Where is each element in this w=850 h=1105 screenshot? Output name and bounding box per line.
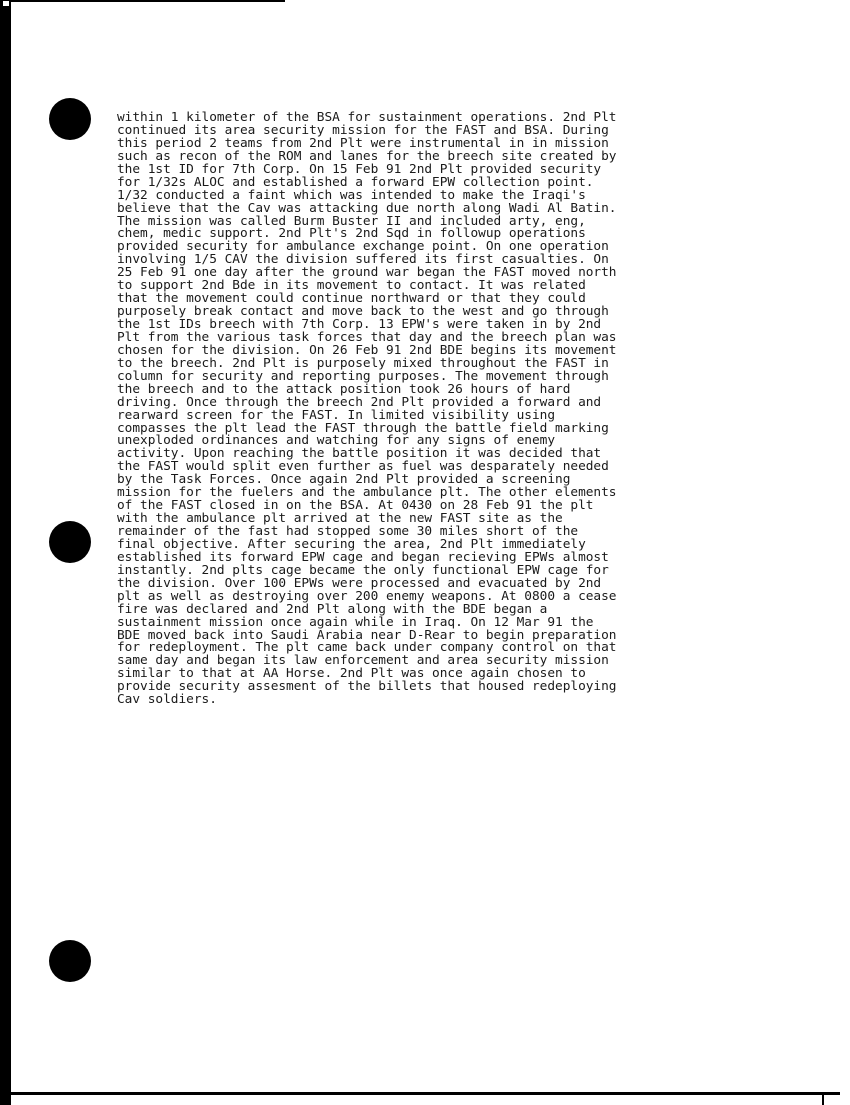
text-line: believe that the Cav was attacking due north along Wadi Al Batin.	[117, 200, 617, 216]
text-line: fire was declared and 2nd Plt along with the BDE began a	[117, 601, 548, 617]
text-line: sustainment mission once again while in Iraq. On 12 Mar 91 the	[117, 614, 594, 630]
text-line: to support 2nd Bde in its movement to contact. It was related	[117, 278, 586, 294]
text-line: by the Task Forces. Once again 2nd Plt provided a screening	[117, 472, 571, 488]
text-line: that the movement could continue northward or that they could	[117, 291, 586, 307]
text-line: this period 2 teams from 2nd Plt were instrumental in in mission	[117, 135, 609, 151]
text-line: remainder of the fast had stopped some 30 miles short of the	[117, 524, 579, 539]
text-line: to the breech. 2nd Plt is purposely mixed throughout the FAST in	[117, 355, 609, 371]
text-line: involving 1/5 CAV the division suffered its first casualties. On	[117, 252, 609, 268]
scan-edge-bottom	[0, 1092, 840, 1095]
text-line: chem, medic support. 2nd Plt's 2nd Sqd in followup operations	[117, 226, 586, 242]
scan-corner-mark	[2, 0, 10, 7]
text-line: The mission was called Burm Buster II and included arty, eng,	[117, 213, 586, 229]
text-line: unexploded ordinances and watching for any signs of enemy	[117, 433, 556, 449]
text-line: the breech and to the attack position took 26 hours of hard	[117, 381, 571, 397]
text-line: purposely break contact and move back to the west and go through	[117, 304, 609, 320]
text-line: the FAST would split even further as fuel was desparately needed	[117, 459, 609, 475]
text-line: compasses the plt lead the FAST through the battle field marking	[117, 420, 609, 436]
text-line: mission for the fuelers and the ambulance plt. The other elements	[117, 485, 617, 501]
text-line: of the FAST closed in on the BSA. At 0430 on 28 Feb 91 the plt	[117, 498, 594, 514]
text-line: BDE moved back into Saudi Arabia near D-Rear to begin preparation	[117, 627, 617, 643]
text-line: continued its area security mission for the FAST and BSA. During	[117, 122, 609, 138]
text-line: the 1st ID for 7th Corp. On 15 Feb 91 2nd Plt provided security	[117, 161, 602, 177]
text-line: activity. Upon reaching the battle position it was decided that	[117, 446, 602, 462]
punch-hole-bottom	[49, 940, 91, 982]
text-line: Plt from the various task forces that day and the breech plan was	[117, 329, 617, 345]
text-line: for 1/32s ALOC and established a forward EPW collection point.	[117, 174, 594, 190]
text-line: within 1 kilometer of the BSA for sustainment operations. 2nd Plt	[117, 110, 617, 125]
text-line: similar to that at AA Horse. 2nd Plt was once again chosen to	[117, 666, 586, 682]
text-line: final objective. After securing the area, 2nd Plt immediately	[117, 536, 586, 552]
document-body-text	[117, 112, 797, 707]
text-line: provided security for ambulance exchange point. On one operation	[117, 239, 609, 255]
text-line: 1/32 conducted a faint which was intended to make the Iraqi's	[117, 187, 586, 203]
punch-hole-top	[49, 98, 91, 140]
scan-edge-tick	[822, 1094, 824, 1105]
scan-edge-top	[0, 0, 285, 2]
text-line: chosen for the division. On 26 Feb 91 2nd BDE begins its movement	[117, 342, 617, 358]
text-line: 25 Feb 91 one day after the ground war began the FAST moved north	[117, 265, 617, 281]
text-line: rearward screen for the FAST. In limited visibility using	[117, 407, 556, 423]
text-line: column for security and reporting purposes. The movement through	[117, 368, 609, 384]
text-line: such as recon of the ROM and lanes for the breech site created by	[117, 148, 617, 164]
scan-edge-left	[0, 0, 11, 1105]
text-line: instantly. 2nd plts cage became the only functional EPW cage for	[117, 562, 609, 578]
text-line: for redeployment. The plt came back under company control on that	[117, 640, 617, 656]
text-line: established its forward EPW cage and began recieving EPWs almost	[117, 549, 609, 565]
text-line: plt as well as destroying over 200 enemy weapons. At 0800 a cease	[117, 588, 617, 604]
text-line: the division. Over 100 EPWs were processed and evacuated by 2nd	[117, 575, 602, 591]
punch-hole-middle	[49, 521, 91, 563]
text-line: the 1st IDs breech with 7th Corp. 13 EPW's were taken in by 2nd	[117, 317, 602, 332]
text-line: same day and began its law enforcement and area security mission	[117, 653, 609, 669]
text-line: provide security assesment of the billets that housed redeploying	[117, 679, 617, 695]
text-line: driving. Once through the breech 2nd Plt provided a forward and	[117, 394, 602, 410]
text-line: with the ambulance plt arrived at the new FAST site as the	[117, 511, 563, 527]
text-line: Cav soldiers.	[117, 692, 217, 708]
